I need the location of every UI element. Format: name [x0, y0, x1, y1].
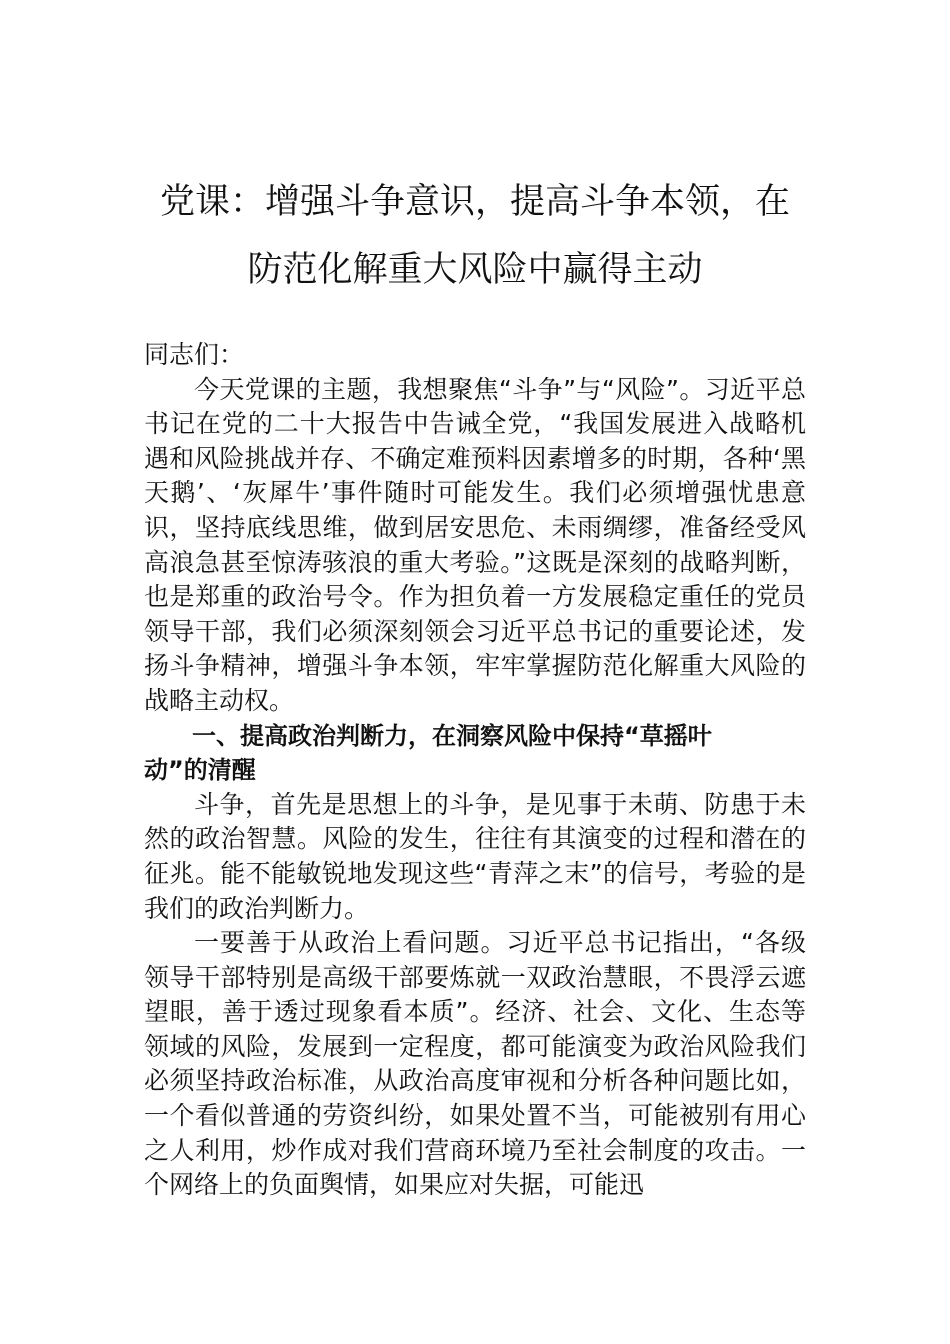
body-paragraph: 一要善于从政治上看问题。习近平总书记指出，“各级领导干部特别是高级干部要炼就一双政治慧眼，不畏浮云遮望眼，善于透过现象看本质”。经济、社会、文化、生态等领域的风险，发展到一定程度，都可能演变为政治风险我们必须坚持政治标准，从政治高度审视和分析各种问题比如，一个看似普通的劳资纠纷，如果处置不当，可能被别有用心之人利用，炒作成对我们营商环境乃至社会制度的攻击。一个网络上的负面舆情，如果应对失据，可能迅 [144, 928, 806, 1200]
document-title-line-2: 防范化解重大风险中赢得主动 [247, 250, 703, 290]
salutation: 同志们： [144, 340, 245, 369]
section-heading-1: 一、提高政治判断力，在洞察风险中保持“草摇叶动”的清醒 [144, 721, 712, 785]
body-paragraph: 斗争，首先是思想上的斗争，是见事于未萌、防患于未然的政治智慧。风险的发生，往往有其演变的过程和潜在的征兆。能不能敏锐地发现这些“青萍之末”的信号，考验的是我们的政治判断力。 [144, 789, 806, 923]
document-body [144, 338, 806, 1203]
intro-paragraph: 今天党课的主题，我想聚焦“斗争”与“风险”。习近平总书记在党的二十大报告中告诫全党，“我国发展进入战略机遇和风险挑战并存、不确定难预料因素增多的时期，各种‘黑天鹅’、‘灰犀牛’事件随时可能发生。我们必须增强忧患意识，坚持底线思维，做到居安思危、未雨绸缪，准备经受风高浪急甚至惊涛骇浪的重大考验。”这既是深刻的战略判断，也是郑重的政治号令。作为担负着一方发展稳定重任的党员领导干部，我们必须深刻领会习近平总书记的重要论述，发扬斗争精神，增强斗争本领，牢牢掌握防范化解重大风险的战略主动权。 [144, 374, 806, 715]
document-title-line-1: 党课：增强斗争意识，提高斗争本领，在 [159, 182, 790, 222]
